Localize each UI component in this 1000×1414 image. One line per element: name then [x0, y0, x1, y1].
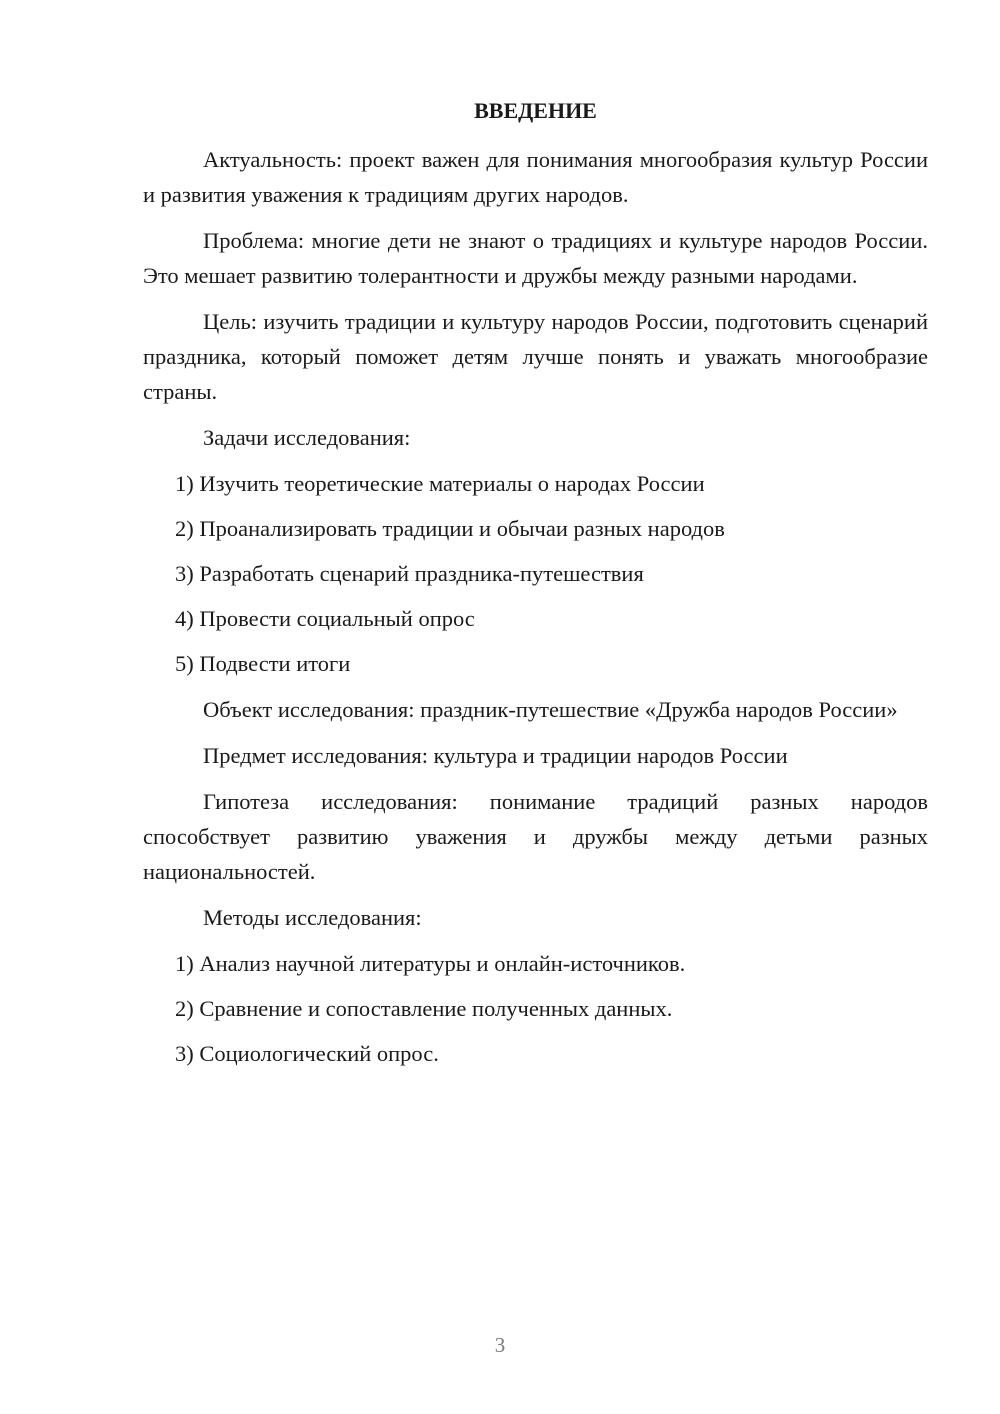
hypothesis-paragraph: Гипотеза исследования: понимание традиций разных народов способствует развитию уважения и дружбы между детьми разных национальностей. — [143, 789, 928, 884]
goal-paragraph: Цель: изучить традиции и культуру народов России, подготовить сценарий праздника, который поможет детям лучше понять и уважать многообразие страны. — [143, 309, 928, 404]
tasks-list — [143, 466, 928, 681]
subject-paragraph: Предмет исследования: культура и традиции народов России — [203, 743, 788, 768]
task-item: 3) Разработать сценарий праздника-путешествия — [175, 561, 644, 586]
task-item: 5) Подвести итоги — [175, 651, 351, 676]
tasks-heading: Задачи исследования: — [203, 425, 411, 450]
methods-heading: Методы исследования: — [203, 905, 422, 930]
problem-paragraph: Проблема: многие дети не знают о традициях и культуре народов России. Это мешает развитию толерантности и дружбы между разными народами. — [143, 228, 928, 288]
relevance-paragraph: Актуальность: проект важен для понимания многообразия культур России и развития уважения к традициям других народов. — [143, 147, 928, 207]
methods-list — [143, 946, 928, 1071]
task-item: 4) Провести социальный опрос — [175, 606, 475, 631]
task-item: 2) Проанализировать традиции и обычаи разных народов — [175, 516, 725, 541]
task-item: 1) Изучить теоретические материалы о народах России — [175, 471, 705, 496]
method-item: 2) Сравнение и сопоставление полученных данных. — [175, 996, 673, 1021]
method-item: 3) Социологический опрос. — [175, 1041, 439, 1066]
document-page — [143, 96, 928, 1071]
page-title: ВВЕДЕНИЕ — [474, 98, 597, 123]
page-number: 3 — [494, 1333, 506, 1357]
object-paragraph: Объект исследования: праздник-путешествие «Дружба народов России» — [203, 697, 898, 722]
method-item: 1) Анализ научной литературы и онлайн-источников. — [175, 951, 686, 976]
